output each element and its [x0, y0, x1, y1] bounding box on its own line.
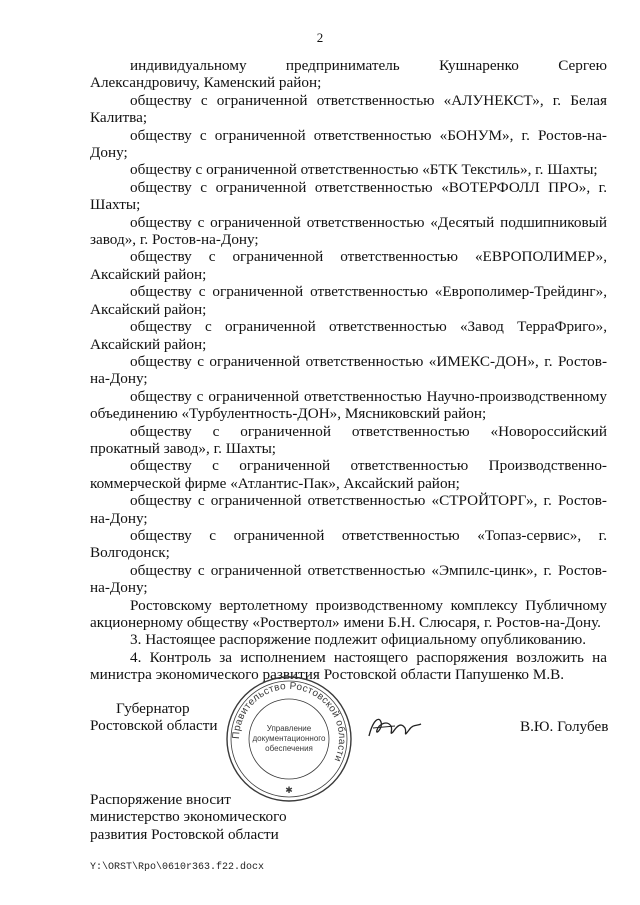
paragraph: обществу с ограниченной ответственностью «Эмпилс-цинк», г. Ростов-на-Дону;: [90, 561, 607, 597]
seal-center-text: обеспечения: [265, 744, 313, 753]
paragraph: обществу с ограниченной ответственностью Производственно-коммерческой фирме «Атлантис-Пак», Аксайский район;: [90, 457, 607, 492]
seal-star-icon: ✱: [285, 785, 293, 795]
paragraph: обществу с ограниченной ответственностью «БТК Текстиль», г. Шахты;: [130, 161, 598, 179]
seal-ring-text: Правительство Ростовской области: [230, 680, 348, 764]
file-path: Y:\ORST\Rpo\0610r363.f22.docx: [90, 862, 265, 873]
official-seal: [224, 674, 354, 804]
signatory-name: В.Ю. Голубев: [520, 718, 609, 735]
paragraph: обществу с ограниченной ответственностью «ЕВРОПОЛИМЕР», Аксайский район;: [90, 248, 607, 283]
signatory-position-line: Губернатор: [116, 700, 190, 717]
issuer-line: Распоряжение вносит: [90, 791, 231, 808]
page-number: 2: [316, 30, 324, 45]
order-body: [90, 57, 607, 684]
paragraph: 3. Настоящее распоряжение подлежит официальному опубликованию.: [130, 631, 587, 649]
paragraph: обществу с ограниченной ответственностью «СТРОЙТОРГ», г. Ростов-на-Дону;: [90, 492, 607, 527]
issuer-line: министерство экономического: [90, 808, 287, 826]
paragraph: обществу с ограниченной ответственностью «ВОТЕРФОЛЛ ПРО», г. Шахты;: [90, 178, 607, 214]
handwritten-signature: [365, 712, 425, 744]
issuer-note: [90, 791, 320, 843]
paragraph: 4. Контроль за исполнением настоящего распоряжения возложить на министра экономического развития Ростовской области Папушенко М.В.: [90, 648, 607, 684]
paragraph: индивидуальному предприниматель Кушнаренко Сергею Александровичу, Каменский район;: [90, 57, 607, 92]
paragraph: Ростовскому вертолетному производственному комплексу Публичному акционерному обществу «Роствертол» имени Б.Н. Слюсаря, г. Ростов-на-Дону.: [90, 596, 607, 631]
paragraph: обществу с ограниченной ответственностью «Завод ТерраФриго», Аксайский район;: [90, 318, 607, 353]
seal-center-text: Управление: [266, 724, 312, 733]
paragraph: обществу с ограниченной ответственностью «Десятый подшипниковый завод», г. Ростов-на-Дону;: [90, 213, 607, 249]
paragraph: обществу с ограниченной ответственностью «Новороссийский прокатный завод», г. Шахты;: [90, 422, 607, 457]
paragraph: обществу с ограниченной ответственностью «АЛУНЕКСТ», г. Белая Калитва;: [90, 91, 607, 127]
paragraph: обществу с ограниченной ответственностью «ИМЕКС-ДОН», г. Ростов-на-Дону;: [90, 352, 607, 388]
paragraph: обществу с ограниченной ответственностью «БОНУМ», г. Ростов-на-Дону;: [90, 126, 607, 162]
issuer-line: развития Ростовской области: [90, 825, 279, 843]
signatory-position-line: Ростовской области: [90, 717, 218, 735]
seal-center-text: документационного: [252, 734, 326, 743]
paragraph: обществу с ограниченной ответственностью Научно-производственному объединению «Турбулентность-ДОН», Мясниковский район;: [90, 387, 607, 423]
paragraph: обществу с ограниченной ответственностью «Топаз-сервис», г. Волгодонск;: [90, 526, 607, 562]
paragraph: обществу с ограниченной ответственностью «Европолимер-Трейдинг», Аксайский район;: [90, 283, 607, 318]
